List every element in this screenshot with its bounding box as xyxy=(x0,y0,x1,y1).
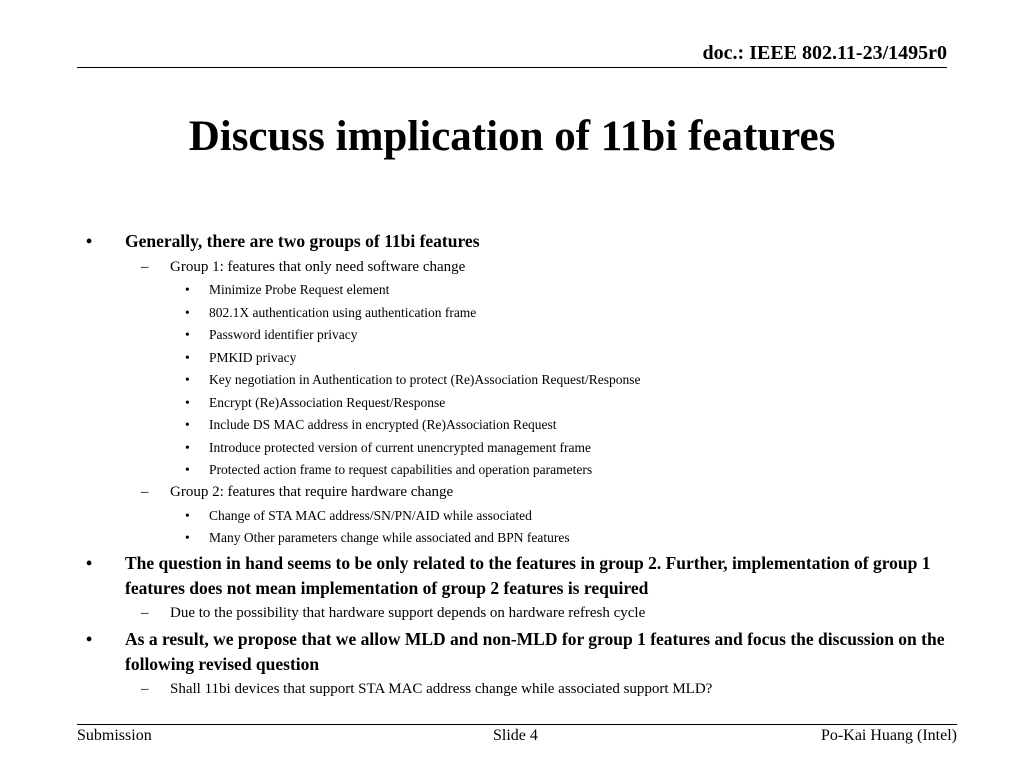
bullet-marker: • xyxy=(185,394,190,410)
bullet-marker: • xyxy=(86,629,93,649)
bullet-marker: • xyxy=(185,372,190,387)
sub-sub-item-text: Encrypt (Re)Association Request/Response xyxy=(209,394,446,410)
bullet-marker: • xyxy=(185,462,190,477)
dash-marker: – xyxy=(141,605,149,621)
sub-sub-item-text: Include DS MAC address in encrypted (Re)Association Request xyxy=(209,417,557,432)
bullet-item xyxy=(86,229,946,254)
bullet-marker: • xyxy=(185,530,190,545)
sub-sub-item xyxy=(86,439,946,457)
document-id: doc.: IEEE 802.11-23/1495r0 xyxy=(702,42,947,64)
sub-sub-item xyxy=(86,529,946,547)
dash-marker: – xyxy=(141,681,149,697)
sub-item xyxy=(86,604,946,623)
dash-marker: – xyxy=(141,258,149,275)
sub-sub-item xyxy=(86,416,946,434)
sub-sub-item xyxy=(86,326,946,344)
bullet-marker: • xyxy=(86,553,93,573)
sub-sub-item-text: Key negotiation in Authentication to protect (Re)Association Request/Response xyxy=(209,372,641,387)
sub-sub-item xyxy=(86,394,946,412)
bullet-text: As a result, we propose that we allow MLD and non-MLD for group 1 features and focus the discussion on the following revised question xyxy=(125,629,945,674)
sub-sub-item xyxy=(86,281,946,299)
bullet-item xyxy=(86,627,946,676)
footer-slide-number: Slide 4 xyxy=(493,727,538,744)
bullet-marker: • xyxy=(185,349,190,365)
sub-sub-item xyxy=(86,507,946,525)
sub-item xyxy=(86,483,946,502)
footer-submission: Submission xyxy=(77,727,152,744)
sub-sub-item-text: Password identifier privacy xyxy=(209,327,358,342)
footer-author: Po-Kai Huang (Intel) xyxy=(821,727,957,744)
sub-item-text: Shall 11bi devices that support STA MAC address change while associated support MLD? xyxy=(170,681,713,697)
sub-item-text: Group 2: features that require hardware change xyxy=(170,484,454,500)
bullet-marker: • xyxy=(185,417,190,432)
sub-item xyxy=(86,680,946,699)
sub-item-text: Group 1: features that only need software change xyxy=(170,258,466,275)
sub-sub-item-text: Many Other parameters change while associated and BPN features xyxy=(209,530,570,545)
sub-sub-item xyxy=(86,461,946,479)
sub-sub-item-text: Change of STA MAC address/SN/PN/AID while associated xyxy=(209,507,532,523)
sub-sub-item-text: Minimize Probe Request element xyxy=(209,282,390,297)
sub-item-text: Due to the possibility that hardware support depends on hardware refresh cycle xyxy=(170,605,646,621)
header-rule xyxy=(77,67,947,68)
footer-rule xyxy=(77,724,957,725)
bullet-text: Generally, there are two groups of 11bi features xyxy=(125,231,480,251)
sub-sub-item-text: Introduce protected version of current unencrypted management frame xyxy=(209,439,591,455)
bullet-marker: • xyxy=(185,507,190,523)
bullet-item xyxy=(86,551,946,600)
dash-marker: – xyxy=(141,484,149,500)
bullet-marker: • xyxy=(185,327,190,342)
sub-sub-item-text: PMKID privacy xyxy=(209,349,297,365)
bullet-marker: • xyxy=(185,304,190,320)
slide-title: Discuss implication of 11bi features xyxy=(188,113,836,160)
sub-item xyxy=(86,258,946,277)
slide-body xyxy=(86,229,946,699)
sub-sub-item-text: Protected action frame to request capabilities and operation parameters xyxy=(209,462,593,477)
bullet-marker: • xyxy=(185,439,190,455)
sub-sub-item xyxy=(86,304,946,322)
sub-sub-item xyxy=(86,349,946,367)
bullet-marker: • xyxy=(86,231,93,251)
sub-sub-item xyxy=(86,371,946,389)
bullet-text: The question in hand seems to be only related to the features in group 2. Further, implementation of group 1 features does not mean implementation of group 2 features is required xyxy=(125,553,931,598)
sub-sub-item-text: 802.1X authentication using authentication frame xyxy=(209,304,477,320)
bullet-marker: • xyxy=(185,282,190,297)
